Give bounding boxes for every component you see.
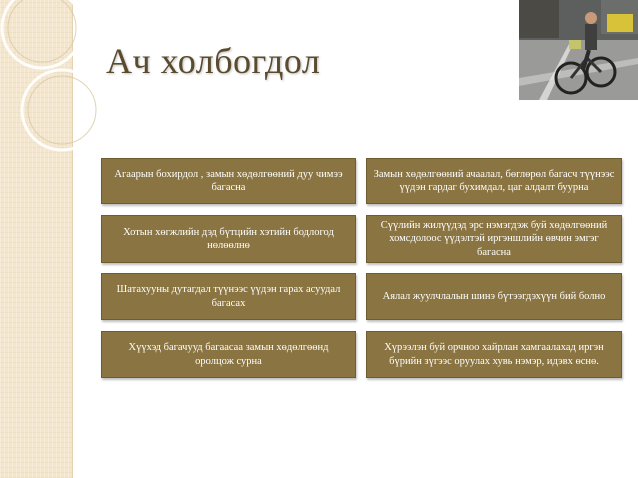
benefit-box: Сүүлийн жилүүдэд эрс нэмэгдэж буй хөдөлгөөний хомсдолоос үүдэлтэй иргэншлийн өвчин эмгэг багасна xyxy=(366,215,622,263)
benefit-box: Аялал жуулчлалын шинэ бүтээгдэхүүн бий болно xyxy=(366,273,622,320)
decorative-circles xyxy=(0,0,110,200)
benefit-box: Агаарын бохирдол , замын хөдөлгөөний дуу чимээ багасна xyxy=(101,158,356,204)
benefit-box: Хотын хөгжлийн дэд бүтцийн хэтийн бодлогод нөлөөлнө xyxy=(101,215,356,263)
benefit-box: Хүрээлэн буй орчноо хайрлан хамгаалахад иргэн бүрийн зүгээс оруулах хувь нэмэр, идэвх өснө. xyxy=(366,331,622,378)
slide-title: Ач холбогдол xyxy=(106,41,321,81)
benefit-box: Хүүхэд багачууд багаасаа замын хөдөлгөөнд оролцож сурна xyxy=(101,331,356,378)
benefit-box: Замын хөдөлгөөний ачаалал, бөглөрөл багасч түүнээс үүдэн гардаг бухимдал, цаг алдалт буурна xyxy=(366,158,622,204)
cyclist-photo xyxy=(519,0,638,100)
benefit-box: Шатахууны дутагдал түүнээс үүдэн гарах асуудал багасах xyxy=(101,273,356,320)
